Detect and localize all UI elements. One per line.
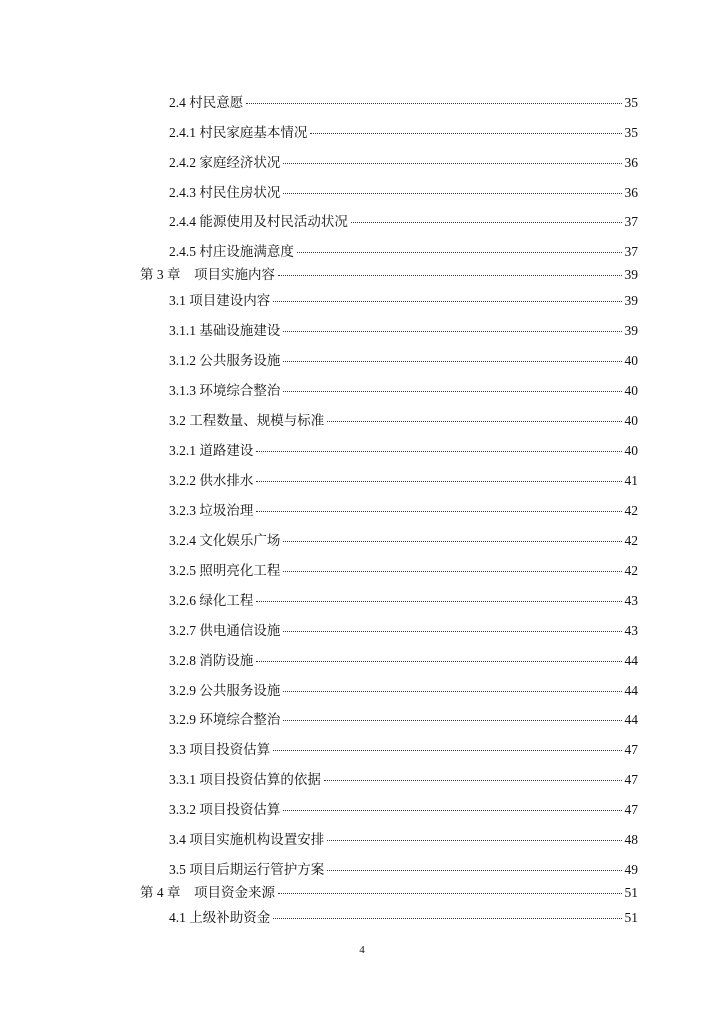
toc-entry[interactable] — [169, 352, 638, 370]
toc-entry[interactable] — [169, 861, 638, 879]
toc-entry-page: 47 — [624, 772, 638, 787]
page-number: 4 — [359, 944, 365, 956]
toc-entry-title: 2.4.4 能源使用及村民活动状况 — [169, 214, 348, 229]
toc-dot-leader — [327, 840, 621, 841]
toc-entry[interactable] — [169, 741, 638, 759]
toc-entry[interactable] — [169, 502, 638, 520]
toc-chapter-entry[interactable] — [140, 266, 638, 284]
toc-entry-title: 3.2.9 环境综合整治 — [169, 712, 281, 727]
toc-entry[interactable] — [169, 124, 638, 142]
toc-entry[interactable] — [169, 562, 638, 580]
toc-entry[interactable] — [169, 909, 638, 927]
toc-dot-leader — [351, 222, 622, 223]
toc-dot-leader — [256, 511, 621, 512]
toc-dot-leader — [327, 421, 621, 422]
toc-dot-leader — [273, 750, 621, 751]
toc-entry[interactable] — [169, 243, 638, 261]
toc-entry-title: 3.5 项目后期运行管护方案 — [169, 862, 325, 877]
toc-entry-title: 3.2.1 道路建设 — [169, 443, 254, 458]
toc-entry[interactable] — [169, 472, 638, 490]
toc-dot-leader — [256, 451, 621, 452]
toc-entry-title: 3.1.2 公共服务设施 — [169, 353, 281, 368]
toc-dot-leader — [327, 870, 621, 871]
toc-dot-leader — [283, 691, 621, 692]
toc-entry-page: 36 — [624, 185, 638, 200]
toc-entry-title: 3.2.9 公共服务设施 — [169, 683, 281, 698]
toc-entry-page: 48 — [624, 832, 638, 847]
toc-dot-leader — [256, 661, 621, 662]
toc-entry-page: 39 — [624, 323, 638, 338]
toc-entry-title: 3.1.1 基础设施建设 — [169, 323, 281, 338]
toc-entry[interactable] — [169, 213, 638, 231]
toc-dot-leader — [278, 275, 622, 276]
toc-entry-page: 47 — [624, 802, 638, 817]
toc-entry-title: 3.4 项目实施机构设置安排 — [169, 832, 325, 847]
toc-entry-page: 51 — [624, 885, 638, 900]
toc-entry[interactable] — [169, 382, 638, 400]
toc-dot-leader — [283, 720, 621, 721]
toc-entry-page: 41 — [624, 473, 638, 488]
toc-entry-page: 42 — [624, 533, 638, 548]
toc-entry[interactable] — [169, 412, 638, 430]
toc-entry[interactable] — [169, 622, 638, 640]
toc-entry-page: 43 — [624, 593, 638, 608]
toc-entry-page: 44 — [624, 683, 638, 698]
toc-entry[interactable] — [169, 682, 638, 700]
toc-dot-leader — [283, 391, 621, 392]
toc-entry[interactable] — [169, 322, 638, 340]
toc-entry[interactable] — [169, 154, 638, 172]
toc-entry[interactable] — [169, 711, 638, 729]
toc-entry[interactable] — [169, 94, 638, 112]
toc-entry-title: 3.2.4 文化娱乐广场 — [169, 533, 281, 548]
toc-entry-page: 36 — [624, 155, 638, 170]
toc-dot-leader — [310, 133, 621, 134]
toc-entry-title: 3.2.8 消防设施 — [169, 653, 254, 668]
toc-entry-title: 2.4.2 家庭经济状况 — [169, 155, 281, 170]
toc-dot-leader — [283, 361, 621, 362]
toc-entry[interactable] — [169, 184, 638, 202]
toc-entry-page: 40 — [624, 383, 638, 398]
toc-dot-leader — [283, 631, 621, 632]
toc-dot-leader — [297, 252, 622, 253]
toc-entry-title: 3.3 项目投资估算 — [169, 742, 271, 757]
toc-entry[interactable] — [169, 442, 638, 460]
toc-entry-title: 3.1 项目建设内容 — [169, 293, 271, 308]
toc-entry-page: 43 — [624, 623, 638, 638]
toc-dot-leader — [273, 301, 621, 302]
toc-entry-page: 44 — [624, 712, 638, 727]
toc-entry-page: 37 — [624, 214, 638, 229]
toc-entry-title: 第 3 章 项目实施内容 — [140, 267, 275, 282]
toc-entry-title: 3.2.5 照明亮化工程 — [169, 563, 281, 578]
toc-entry[interactable] — [169, 532, 638, 550]
toc-entry[interactable] — [169, 771, 638, 789]
toc-entry-page: 40 — [624, 413, 638, 428]
toc-entry-title: 2.4 村民意愿 — [169, 95, 244, 110]
toc-entry-title: 3.1.3 环境综合整治 — [169, 383, 281, 398]
toc-entry-title: 2.4.5 村庄设施满意度 — [169, 244, 294, 259]
toc-entry-page: 39 — [624, 293, 638, 308]
toc-entry[interactable] — [169, 292, 638, 310]
toc-dot-leader — [256, 601, 621, 602]
toc-entry-page: 40 — [624, 443, 638, 458]
toc-entry-title: 3.2.6 绿化工程 — [169, 593, 254, 608]
toc-dot-leader — [283, 163, 621, 164]
toc-dot-leader — [246, 103, 621, 104]
toc-dot-leader — [278, 893, 622, 894]
toc-entry-title: 2.4.3 村民住房状况 — [169, 185, 281, 200]
toc-dot-leader — [283, 541, 621, 542]
toc-entry-title: 3.2 工程数量、规模与标准 — [169, 413, 325, 428]
toc-dot-leader — [273, 918, 621, 919]
toc-dot-leader — [283, 331, 621, 332]
toc-entry-page: 42 — [624, 563, 638, 578]
toc-entry-page: 35 — [624, 125, 638, 140]
toc-entry-title: 3.3.1 项目投资估算的依据 — [169, 772, 321, 787]
toc-entry-page: 47 — [624, 742, 638, 757]
toc-entry-page: 37 — [624, 244, 638, 259]
toc-entry-title: 2.4.1 村民家庭基本情况 — [169, 125, 308, 140]
toc-dot-leader — [324, 780, 622, 781]
toc-entry-page: 35 — [624, 95, 638, 110]
toc-chapter-entry[interactable] — [140, 884, 638, 902]
toc-entry-title: 3.3.2 项目投资估算 — [169, 802, 281, 817]
toc-entry-page: 39 — [624, 267, 638, 282]
toc-dot-leader — [283, 193, 621, 194]
toc-dot-leader — [283, 571, 621, 572]
toc-dot-leader — [283, 810, 621, 811]
toc-entry-title: 4.1 上级补助资金 — [169, 910, 271, 925]
toc-entry-page: 49 — [624, 862, 638, 877]
toc-entry-page: 42 — [624, 503, 638, 518]
toc-entry-title: 3.2.3 垃圾治理 — [169, 503, 254, 518]
toc-entry-title: 第 4 章 项目资金来源 — [140, 885, 275, 900]
toc-entry[interactable] — [169, 592, 638, 610]
toc-entry-title: 3.2.7 供电通信设施 — [169, 623, 281, 638]
toc-entry[interactable] — [169, 831, 638, 849]
toc-entry-page: 44 — [624, 653, 638, 668]
toc-entry[interactable] — [169, 652, 638, 670]
toc-entry-title: 3.2.2 供水排水 — [169, 473, 254, 488]
toc-entry-page: 51 — [624, 910, 638, 925]
toc-dot-leader — [256, 481, 621, 482]
toc-entry[interactable] — [169, 801, 638, 819]
toc-entry-page: 40 — [624, 353, 638, 368]
